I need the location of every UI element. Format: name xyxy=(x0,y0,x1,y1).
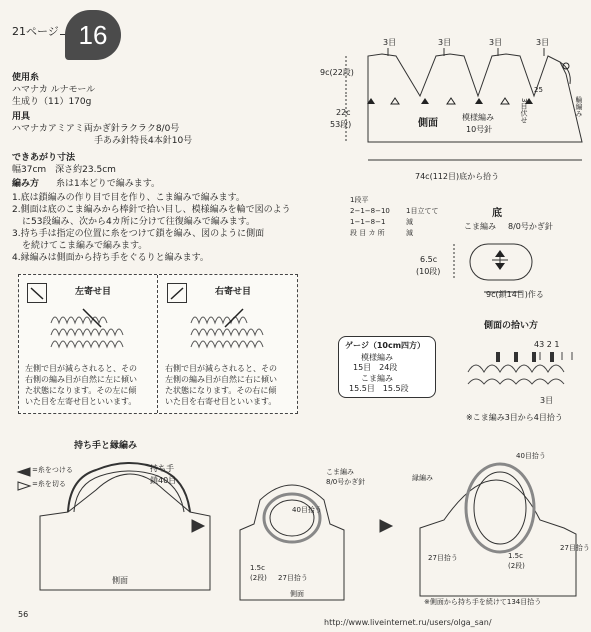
rows-label: (2段) xyxy=(250,574,267,582)
rows-label-b: (2段) xyxy=(508,562,525,570)
base-rows: (10段) xyxy=(416,267,441,276)
side-panel-label: 側面 xyxy=(418,118,438,129)
handle-note: ※側面から持ち手を続けて134目拾う xyxy=(424,598,542,606)
step-line: を続けてこま編みで編みます。 xyxy=(22,241,148,251)
pickup-numbers: 43 2 1 xyxy=(534,340,560,349)
left-decrease-desc: いた目を左寄せ目といいます。 xyxy=(25,397,137,406)
size-heading: できあがり寸法 xyxy=(12,153,76,163)
watermark-url: http://www.liveinternet.ru/users/olga_san/ xyxy=(324,618,492,627)
size-line: 幅37cm 深さ約23.5cm xyxy=(12,165,116,175)
gauge-sc-label: こま編み xyxy=(361,374,393,383)
pickup-title: 側面の拾い方 xyxy=(484,321,539,331)
base-chain-label: 9c(鎖14目)作る xyxy=(486,290,544,299)
left-decrease-desc: 左側で目が減らされると、その xyxy=(25,364,137,373)
gauge-title: ゲージ（10cm四方） xyxy=(345,341,426,350)
step-line: に53段編み、次から4カ所に分けて往復編みで編みます。 xyxy=(22,217,255,227)
bottom-pickup-label: 74c(112目)底から拾う xyxy=(415,172,500,181)
decrease-rule: 段 目 カ 所 xyxy=(350,229,385,237)
hook-label: 8/0号かぎ針 xyxy=(326,478,366,486)
yarn-line: ハマナカ ルナモール xyxy=(12,85,96,95)
right-decrease-desc: た状態になります。その右に傾 xyxy=(165,386,277,395)
gauge-pattern-label: 模様編み xyxy=(361,353,393,362)
decrease-rule-right: 1目立てて xyxy=(406,207,439,215)
step-line: 1.底は鎖編みの作り目で目を作り、こま編みで編みます。 xyxy=(12,193,245,203)
side-label-2: 側面 xyxy=(290,590,304,598)
row-count: 25 xyxy=(534,86,543,94)
right-decrease-title: 右寄せ目 xyxy=(215,287,252,297)
dim-label-b: 1.5c xyxy=(508,552,523,560)
step-line: 4.縁編みは側面から持ち手をぐるりと編みます。 xyxy=(12,253,209,263)
page-reference: 21ページ xyxy=(12,25,59,38)
top-count: 3目 xyxy=(438,38,452,47)
pick-40-label: 40目拾う xyxy=(292,506,322,514)
top-count: 3目 xyxy=(536,38,550,47)
side-label: 側面 xyxy=(112,576,128,585)
base-hook-label: 8/0号かぎ針 xyxy=(508,222,553,231)
method-heading: 編み方 xyxy=(12,179,40,189)
left-decrease-desc: た状態になります。その左に傾 xyxy=(25,386,137,395)
height-label: 9c(22段) xyxy=(320,68,354,77)
pattern-number-badge: 16 xyxy=(65,10,121,60)
right-decrease-desc: 右側で目が減らされると、その xyxy=(165,364,277,373)
base-stitch-label: こま編み xyxy=(464,222,496,231)
legend-cut: =糸を切る xyxy=(32,480,66,488)
pattern-label: 模様編み xyxy=(462,113,494,122)
handle-chain-label: 鎖40目 xyxy=(150,476,177,485)
edge-label: 縁編み xyxy=(412,474,433,482)
method-note: 糸は1本どりで編みます。 xyxy=(56,179,161,189)
sc-label: こま編み xyxy=(326,468,354,476)
right-decrease-desc: いた目を右寄せ目といいます。 xyxy=(165,397,277,406)
gauge-pattern-values: 15目 24段 xyxy=(353,363,398,372)
step-line: 2.側面は底のこま編みから棒針で拾い目し、模様編みを輪で図のよう xyxy=(12,205,291,215)
base-title: 底 xyxy=(492,208,502,219)
edge-label: 輪編み xyxy=(575,96,583,117)
pick-27c-label: 27目拾う xyxy=(560,544,590,552)
pickup-count: 3目 xyxy=(540,396,554,405)
yarn-heading: 使用糸 xyxy=(12,73,40,83)
legend-attach: =糸をつける xyxy=(32,466,73,474)
pick-27-label: 27目拾う xyxy=(278,574,308,582)
height-label: 53段) xyxy=(330,120,352,129)
step-line: 3.持ち手は指定の位置に糸をつけて鎖を編み、図のように側面 xyxy=(12,229,265,239)
left-decrease-desc: 右側の編み目が自然に左に傾い xyxy=(25,375,137,384)
decrease-rule: 1−1−8−1 xyxy=(350,218,386,226)
handle-title: 持ち手と縁編み xyxy=(74,441,138,451)
needle-label: 10号針 xyxy=(466,125,493,134)
tools-line: ハマナカアミアミ両かぎ針ラクラク8/0号 xyxy=(12,124,180,134)
tools-line-2: 手あみ針特長4本針10号 xyxy=(94,136,193,146)
tools-heading: 用具 xyxy=(12,112,31,122)
decrease-rule-right: 減 xyxy=(406,229,413,237)
pickup-note: ※こま編み3目から4目拾う xyxy=(466,413,563,422)
top-count: 3目 xyxy=(489,38,503,47)
handle-label: 持ち手 xyxy=(150,464,174,473)
yarn-amount: 生成り（11）170g xyxy=(12,97,92,107)
pick-27b-label: 27目拾う xyxy=(428,554,458,562)
left-decrease-title: 左寄せ目 xyxy=(75,287,112,297)
top-count: 3目 xyxy=(383,38,397,47)
height-label: 22c xyxy=(336,108,351,117)
base-height: 6.5c xyxy=(420,255,438,264)
page-number: 56 xyxy=(18,610,29,619)
decrease-rule: 2−1−8−10 xyxy=(350,207,390,215)
bind-off-label: 3目伏せ xyxy=(520,98,528,124)
pick-40b-label: 40目拾う xyxy=(516,452,546,460)
decrease-rule: 1段平 xyxy=(350,196,369,204)
gauge-sc-values: 15.5目 15.5段 xyxy=(349,384,409,393)
right-decrease-desc: 左側の編み目が自然に右に傾い xyxy=(165,375,277,384)
decrease-rule-right: 減 xyxy=(406,218,413,226)
dim-label: 1.5c xyxy=(250,564,265,572)
